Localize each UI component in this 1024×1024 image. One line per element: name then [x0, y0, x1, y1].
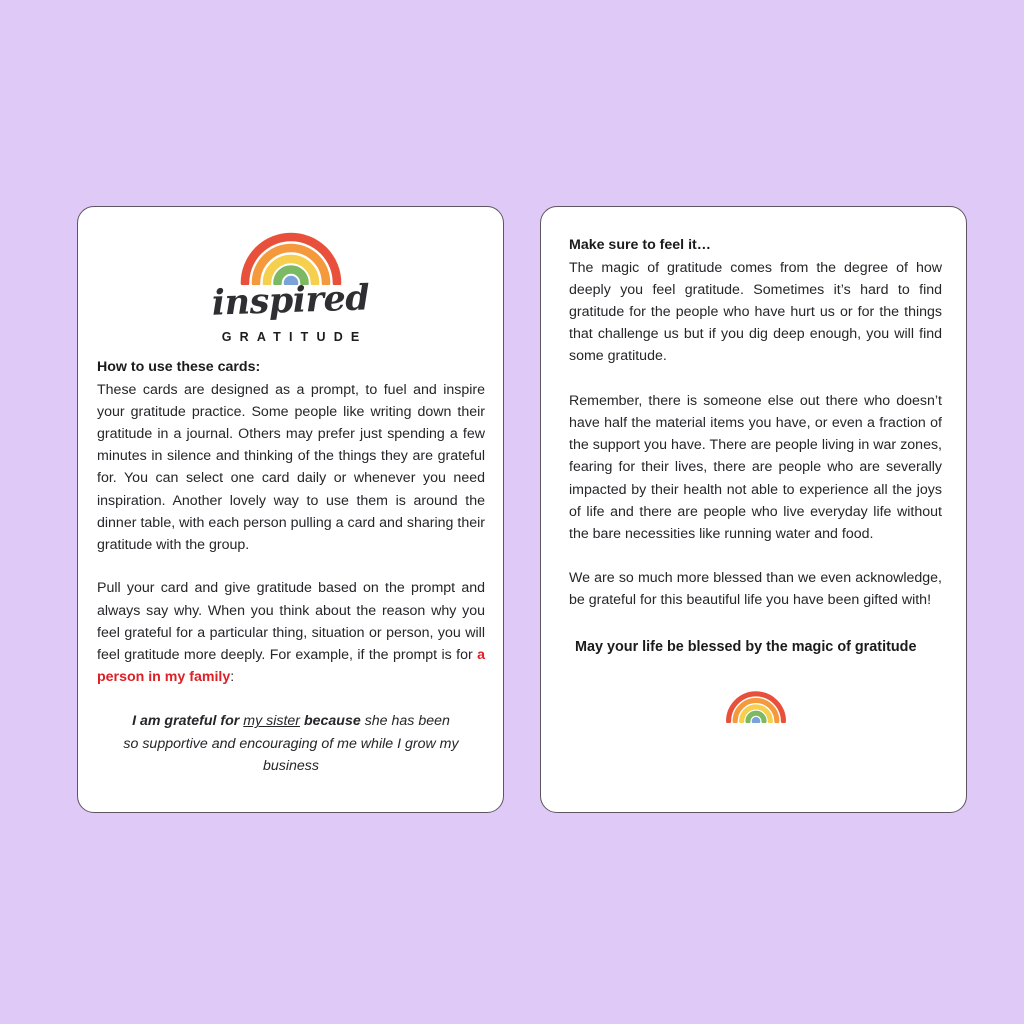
- rainbow-footer-wrap: [569, 685, 942, 728]
- right-card-paragraph-3: We are so much more blessed than we even acknowledge, be grateful for this beautiful life you have been gifted with!: [569, 570, 942, 609]
- example-bold-because: because: [303, 713, 361, 730]
- left-card-body: [78, 357, 503, 778]
- rainbow-icon-small: [725, 685, 787, 723]
- left-card-paragraph-1: These cards are designed as a prompt, to fuel and inspire your gratitude practice. Some people like writing down their gratitude in a journal. Others may prefer just spending a few minutes in silence and thinking of the things they are grateful for. You can select one card daily or whenever you need inspiration. Another lovely way to use them is around the dinner table, with each person pulling a card and sharing their gratitude with the group.: [97, 381, 485, 554]
- brand-logo-block: [78, 207, 503, 344]
- right-card-heading: Make sure to feel it…: [569, 237, 711, 253]
- example-sentence: [97, 710, 485, 777]
- rainbow-icon: [239, 223, 343, 285]
- card-left-instructions: [77, 206, 504, 813]
- example-reason: she has been so supportive and encouraging of me while I grow my business: [123, 713, 459, 775]
- example-underlined-subject: my sister: [243, 713, 300, 730]
- left-card-heading: How to use these cards:: [97, 359, 261, 375]
- right-card-closing-line: May your life be blessed by the magic of gratitude: [575, 638, 917, 655]
- left-card-paragraph-2: [97, 577, 485, 688]
- right-card-paragraph-1: The magic of gratitude comes from the degree of how deeply you feel gratitude. Sometimes it’s hard to find gratitude for the people who have hurt us or for the things that challenge us but if you dig deep enough, you will find some gratitude.: [569, 259, 942, 365]
- brand-subtitle: GRATITUDE: [221, 330, 368, 344]
- card-right-feel-it: [540, 206, 967, 813]
- right-card-body: [541, 207, 966, 728]
- right-card-paragraph-2: Remember, there is someone else out there who doesn’t have half the material items you have, or even a fraction of the support you have. There are people living in war zones, fearing for their lives, there are people who are severally impacted by their health not able to experience all the joys of life and there are people who live everyday life without the bare necessities like running water and food.: [569, 392, 942, 542]
- brand-script-wordmark: inspired: [211, 277, 370, 324]
- left-card-paragraph-2-tail: :: [230, 669, 235, 686]
- prompt-example-highlight: a person in my family: [97, 646, 485, 686]
- left-card-paragraph-2-lead: Pull your card and give gratitude based on the prompt and always say why. When you think about the reason why you feel grateful for a particular thing, situation or person, you will feel gratitude more deeply. For example, if the prompt is for: [97, 580, 485, 663]
- example-bold-lead: I am grateful for: [132, 713, 240, 730]
